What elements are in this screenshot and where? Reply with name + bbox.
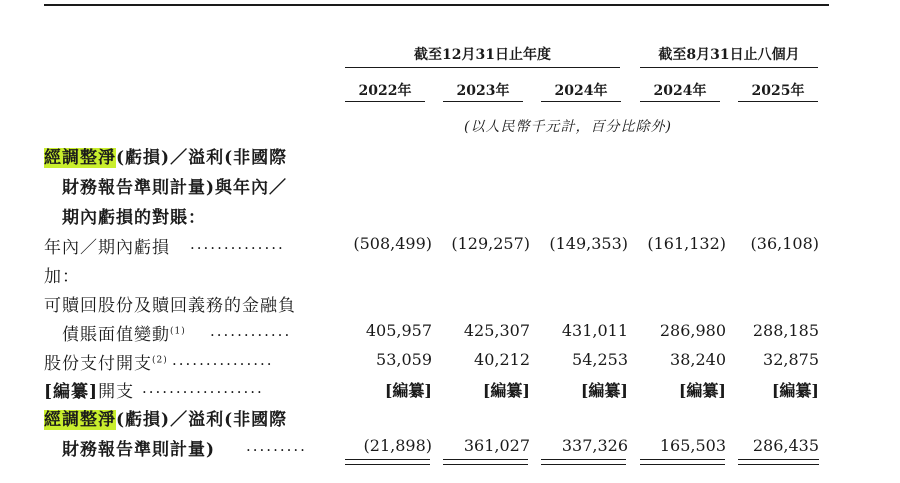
cell-loss-2023: (129,257) (451, 234, 530, 253)
group-header-year-end: 截至12月31日止年度 (414, 47, 551, 63)
leader-dots: ............... (172, 351, 274, 369)
year-header-2024-8m: 2024年 (653, 83, 707, 99)
leader-dots: ............ (210, 322, 292, 340)
top-rule (44, 4, 829, 6)
leader-dots: .................. (142, 379, 264, 397)
double-underline (345, 459, 430, 465)
cell-fin-2023: 425,307 (463, 321, 530, 340)
year-header-2022: 2022年 (358, 83, 412, 99)
total-label-line1: 經調整淨(虧損)／溢利(非國際 (44, 410, 288, 430)
highlight: 經調整淨 (44, 148, 116, 168)
cell-loss-2024: (149,353) (549, 234, 628, 253)
cell-total-2025-8m: 286,435 (752, 436, 819, 455)
section-title-line3: 期內虧損的對賬： (62, 208, 206, 228)
leader-dots: .............. (190, 235, 285, 253)
group-header-rule-2 (640, 67, 818, 68)
footnote-1: (1) (170, 326, 186, 337)
cell-total-2024: 337,326 (561, 436, 628, 455)
double-underline (443, 459, 528, 465)
footnote-2: (2) (152, 355, 168, 366)
section-title-line1: 經調整淨(虧損)／溢利(非國際 (44, 148, 288, 168)
year-rule (640, 101, 720, 102)
group-header-eight-months: 截至8月31日止八個月 (658, 47, 800, 63)
cell-total-2022: (21,898) (363, 436, 432, 455)
cell-loss-2024-8m: (161,132) (647, 234, 726, 253)
row-label-loss: 年內／期內虧損 (44, 238, 170, 258)
unit-note: (以人民幣千元計，百分比除外) (464, 119, 672, 135)
highlight: 經調整淨 (44, 410, 116, 430)
total-label-line2: 財務報告準則計量) (62, 440, 216, 460)
cell-redacted-2024-8m: [編纂] (678, 381, 726, 400)
row-label-fin-line1: 可贖回股份及贖回義務的金融負 (44, 296, 296, 316)
cell-share-2024: 54,253 (572, 350, 628, 369)
cell-fin-2024-8m: 286,980 (659, 321, 726, 340)
cell-share-2024-8m: 38,240 (670, 350, 726, 369)
year-rule (738, 101, 818, 102)
cell-loss-2022: (508,499) (353, 234, 432, 253)
cell-total-2023: 361,027 (463, 436, 530, 455)
cell-redacted-2025-8m: [編纂] (771, 381, 819, 400)
cell-fin-2024: 431,011 (561, 321, 628, 340)
year-header-2023: 2023年 (456, 83, 510, 99)
leader-dots: ......... (246, 437, 307, 455)
year-rule (541, 101, 621, 102)
section-title-line2: 財務報告準則計量)與年內／ (62, 178, 288, 198)
year-header-2024: 2024年 (554, 83, 608, 99)
row-label-fin-line2: 債賬面值變動$^{(1)}$ (62, 325, 186, 345)
cell-fin-2022: 405,957 (365, 321, 432, 340)
year-rule (443, 101, 523, 102)
cell-redacted-2024: [編纂] (580, 381, 628, 400)
group-header-rule-1 (345, 67, 620, 68)
row-label-add: 加： (44, 267, 80, 287)
cell-redacted-2023: [編纂] (482, 381, 530, 400)
double-underline (640, 459, 725, 465)
cell-share-2022: 53,059 (376, 350, 432, 369)
row-label-redacted: [編纂]開支 (44, 382, 135, 402)
cell-loss-2025-8m: (36,108) (750, 234, 819, 253)
cell-total-2024-8m: 165,503 (659, 436, 726, 455)
year-rule (345, 101, 425, 102)
cell-share-2023: 40,212 (474, 350, 530, 369)
cell-share-2025-8m: 32,875 (763, 350, 819, 369)
year-header-2025-8m: 2025年 (751, 83, 805, 99)
double-underline (541, 459, 626, 465)
cell-redacted-2022: [編纂] (384, 381, 432, 400)
row-label-share: 股份支付開支$^{(2)}$ (44, 354, 168, 374)
cell-fin-2025-8m: 288,185 (752, 321, 819, 340)
double-underline (738, 459, 819, 465)
